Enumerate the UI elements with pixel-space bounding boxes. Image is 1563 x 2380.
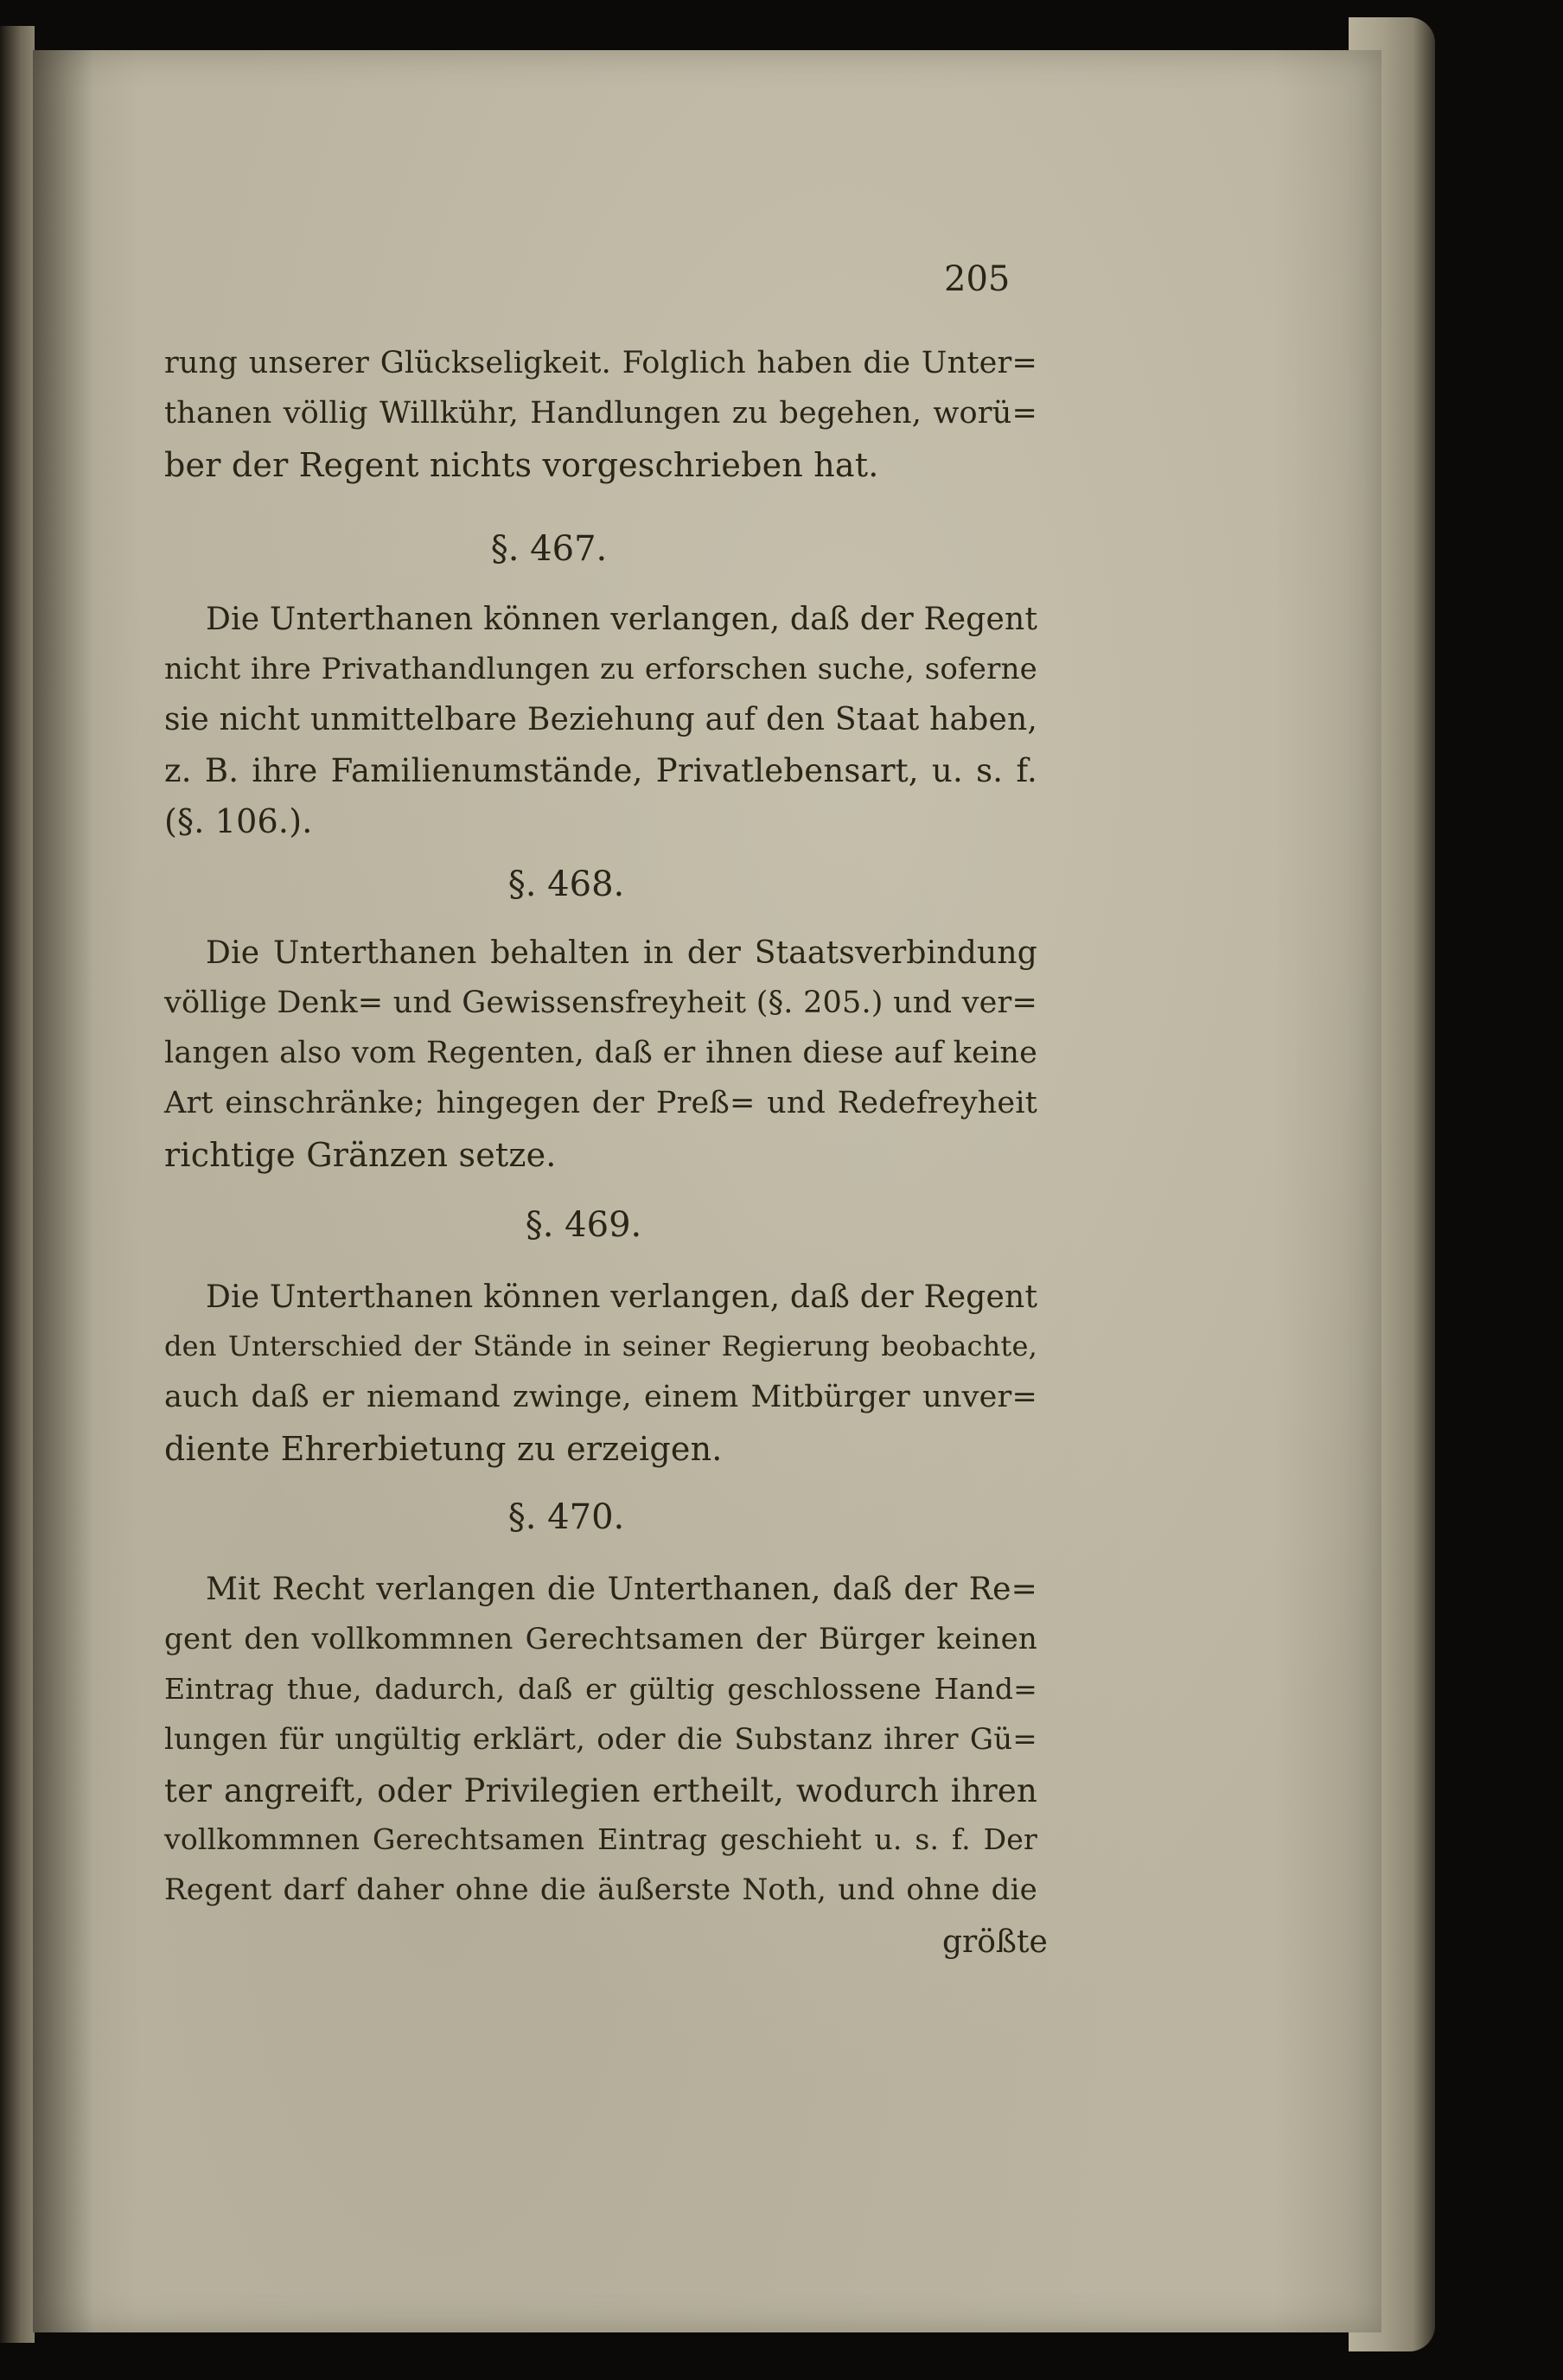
page-number: 205	[944, 259, 1011, 299]
text-line: den Unterschied der Stände in seiner Regierung beobachte,	[164, 1330, 1037, 1362]
catchword: größte	[942, 1924, 1048, 1960]
text-line: vollkommnen Gerechtsamen Eintrag geschieht u. s. f. Der	[164, 1822, 1037, 1856]
section-heading: §. 468.	[507, 865, 625, 904]
text-line: richtige Gränzen setze.	[164, 1136, 557, 1174]
text-line: lungen für ungültig erklärt, oder die Substanz ihrer Gü=	[164, 1722, 1037, 1757]
book-page	[33, 50, 1381, 2332]
text-line: rung unserer Glückseligkeit. Folglich haben die Unter=	[164, 346, 1037, 380]
section-heading: §. 469.	[525, 1205, 642, 1245]
gutter-shadow	[33, 50, 93, 2332]
text-line: ber der Regent nichts vorgeschrieben hat.	[164, 446, 879, 484]
text-line: auch daß er niemand zwinge, einem Mitbürger unver=	[164, 1380, 1037, 1414]
text-line: völlige Denk= und Gewissensfreyheit (§. 205.) und ver=	[164, 986, 1037, 1020]
text-line: Mit Recht verlangen die Unterthanen, daß der Re=	[206, 1572, 1037, 1607]
text-line: langen also vom Regenten, daß er ihnen diese auf keine	[164, 1036, 1037, 1070]
text-line: Regent darf daher ohne die äußerste Noth, und ohne die	[164, 1873, 1037, 1907]
text-line: ter angreift, oder Privilegien ertheilt, wodurch ihren	[164, 1772, 1037, 1809]
section-heading: §. 470.	[507, 1497, 625, 1537]
text-line: diente Ehrerbietung zu erzeigen.	[164, 1430, 723, 1468]
text-line: z. B. ihre Familienumstände, Privatlebensart, u. s. f.	[164, 752, 1037, 789]
text-line: gent den vollkommnen Gerechtsamen der Bürger keinen	[164, 1622, 1037, 1656]
text-line: Die Unterthanen behalten in der Staatsverbindung	[206, 935, 1037, 971]
text-line: nicht ihre Privathandlungen zu erforschen suche, soferne	[164, 652, 1037, 686]
facing-page-edge	[0, 26, 35, 2343]
section-heading: §. 467.	[490, 529, 608, 569]
text-line: (§. 106.).	[164, 802, 313, 840]
text-line: Eintrag thue, dadurch, daß er gültig geschlossene Hand=	[164, 1672, 1037, 1706]
text-line: Die Unterthanen können verlangen, daß der Regent	[206, 602, 1038, 637]
text-line: thanen völlig Willkühr, Handlungen zu begehen, worü=	[164, 396, 1037, 431]
text-line: Die Unterthanen können verlangen, daß der Regent	[206, 1279, 1038, 1315]
text-line: sie nicht unmittelbare Beziehung auf den Staat haben,	[164, 702, 1037, 737]
text-line: Art einschränke; hingegen der Preß= und Redefreyheit	[164, 1086, 1037, 1120]
